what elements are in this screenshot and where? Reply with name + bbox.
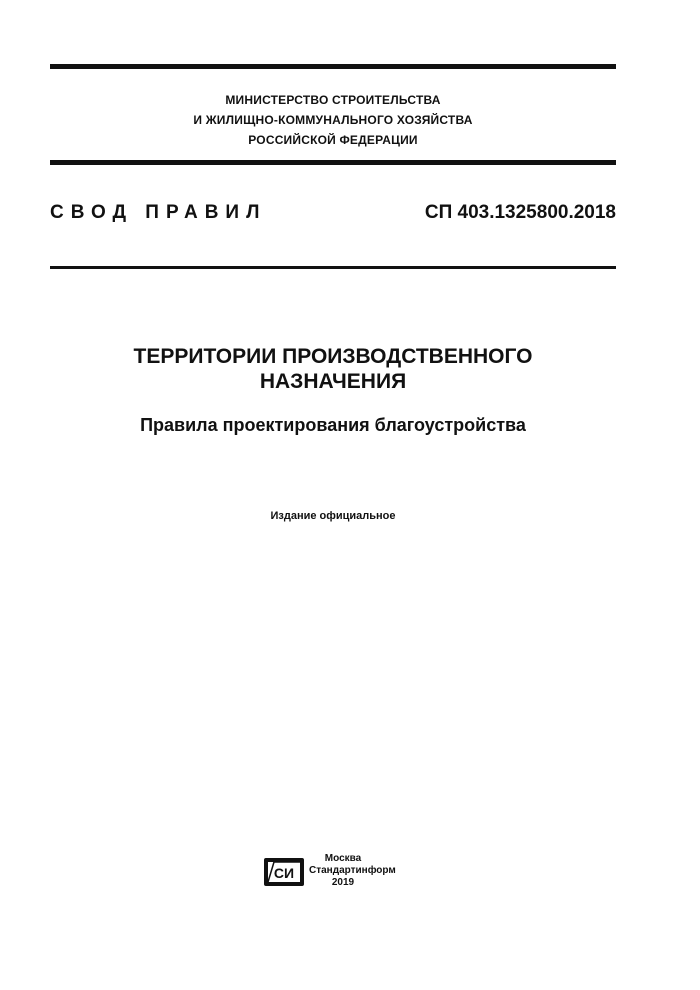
document-subtitle: Правила проектирования благоустройства [140, 415, 526, 435]
publisher-city: Москва [324, 853, 362, 864]
document-code-row [50, 202, 616, 232]
title-line-2: НАЗНАЧЕНИЯ [259, 370, 407, 393]
standartinform-logo-icon [263, 857, 305, 887]
logo-text: СИ [273, 865, 295, 881]
edition-note: Издание официальное [270, 510, 396, 522]
document-type-label: СВОД ПРАВИЛ [50, 202, 267, 223]
ministry-line-1: МИНИСТЕРСТВО СТРОИТЕЛЬСТВА [225, 93, 441, 107]
document-code: СП 403.1325800.2018 [424, 202, 616, 223]
bottom-divider [50, 266, 616, 269]
ministry-line-2: И ЖИЛИЩНО-КОММУНАЛЬНОГО ХОЗЯЙСТВА [193, 113, 473, 127]
document-title-block [50, 344, 616, 436]
ministry-header [50, 90, 616, 150]
document-title [50, 344, 616, 394]
middle-divider [50, 160, 616, 165]
publication-year: 2019 [331, 877, 355, 888]
publisher-imprint [263, 853, 423, 893]
top-divider [50, 64, 616, 69]
ministry-line-3: РОССИЙСКОЙ ФЕДЕРАЦИИ [248, 133, 418, 147]
publisher-info [309, 853, 396, 889]
title-line-1: ТЕРРИТОРИИ ПРОИЗВОДСТВЕННОГО [133, 345, 533, 368]
publisher-name: Стандартинформ [309, 865, 396, 876]
